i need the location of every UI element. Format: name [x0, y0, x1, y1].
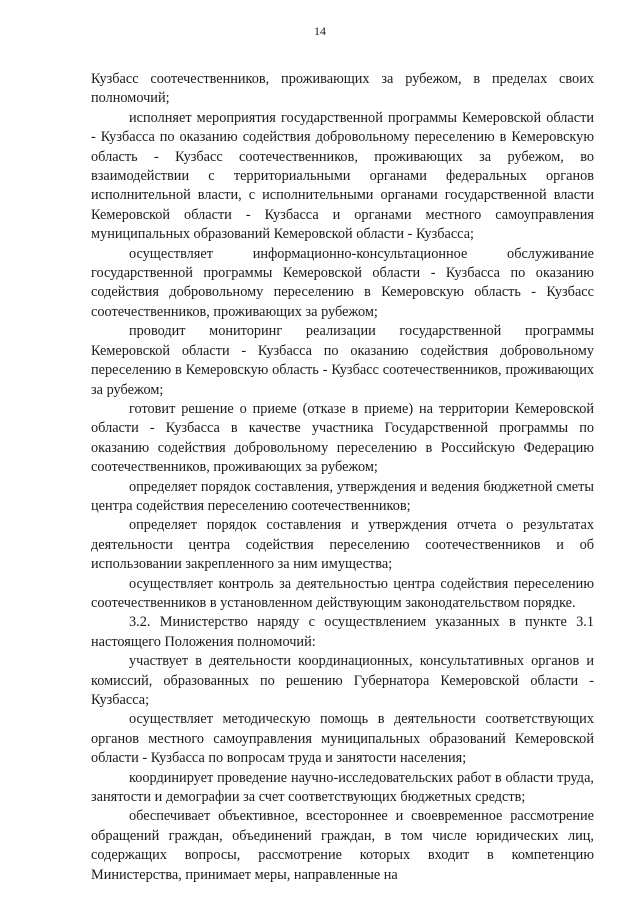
- paragraph: определяет порядок составления, утверждения и ведения бюджетной сметы центра содействия переселению соотечественников;: [91, 478, 594, 514]
- paragraph: определяет порядок составления и утверждения отчета о результатах деятельности центра содействия переселению соотечественников и об использовании закрепленного за ним имущества;: [91, 517, 594, 573]
- paragraph: осуществляет информационно-консультационное обслуживание государственной программы Кемеровской области - Кузбасса по оказанию содействия добровольному переселению в Кемеровскую область - Кузбасс соотечественников, проживающих за рубежом;: [91, 245, 594, 320]
- page-number: 14: [314, 24, 326, 38]
- section-paragraph: 3.2. Министерство наряду с осуществлением указанных в пункте 3.1 настоящего Положения полномочий:: [91, 614, 594, 650]
- paragraph: исполняет мероприятия государственной программы Кемеровской области - Кузбасса по оказанию содействия добровольному переселению в Кемеровскую область - Кузбасс соотечественников, проживающих за рубежом, во взаимодействии с территориальными органами федеральных органов исполнительной власти, с исполнительными органами государственной власти Кемеровской области - Кузбасса и органами местного самоуправления муниципальных образований Кемеровской области - Кузбасса;: [91, 109, 594, 243]
- paragraph-continued: Кузбасс соотечественников, проживающих за рубежом, в пределах своих полномочий;: [91, 71, 594, 107]
- paragraph: участвует в деятельности координационных, консультативных органов и комиссий, образованных по решению Губернатора Кемеровской области - Кузбасса;: [91, 653, 594, 708]
- paragraph: обеспечивает объективное, всестороннее и своевременное рассмотрение обращений граждан, объединений граждан, в том числе юридических лиц, содержащих вопросы, рассмотрение которых входит в компетенцию Министерства, принимает меры, направленные на: [91, 808, 594, 883]
- paragraph: координирует проведение научно-исследовательских работ в области труда, занятости и демографии за счет соответствующих бюджетных средств;: [91, 769, 594, 806]
- paragraph: проводит мониторинг реализации государственной программы Кемеровской области - Кузбасса по оказанию содействия добровольному переселению в Кемеровскую область - Кузбасс соотечественников, проживающих за рубежом;: [91, 323, 594, 398]
- paragraph: осуществляет методическую помощь в деятельности соответствующих органов местного самоуправления муниципальных образований Кемеровской области - Кузбасса по вопросам труда и занятости населения;: [91, 711, 594, 767]
- document-body: [91, 70, 594, 885]
- paragraph: готовит решение о приеме (отказе в приеме) на территории Кемеровской области - Кузбасса в качестве участника Государственной программы по оказанию содействия добровольному переселению в Российскую Федерацию соотечественников, проживающих за рубежом;: [91, 400, 594, 476]
- paragraph: осуществляет контроль за деятельностью центра содействия переселению соотечественников в установленном действующим законодательством порядке.: [91, 575, 594, 611]
